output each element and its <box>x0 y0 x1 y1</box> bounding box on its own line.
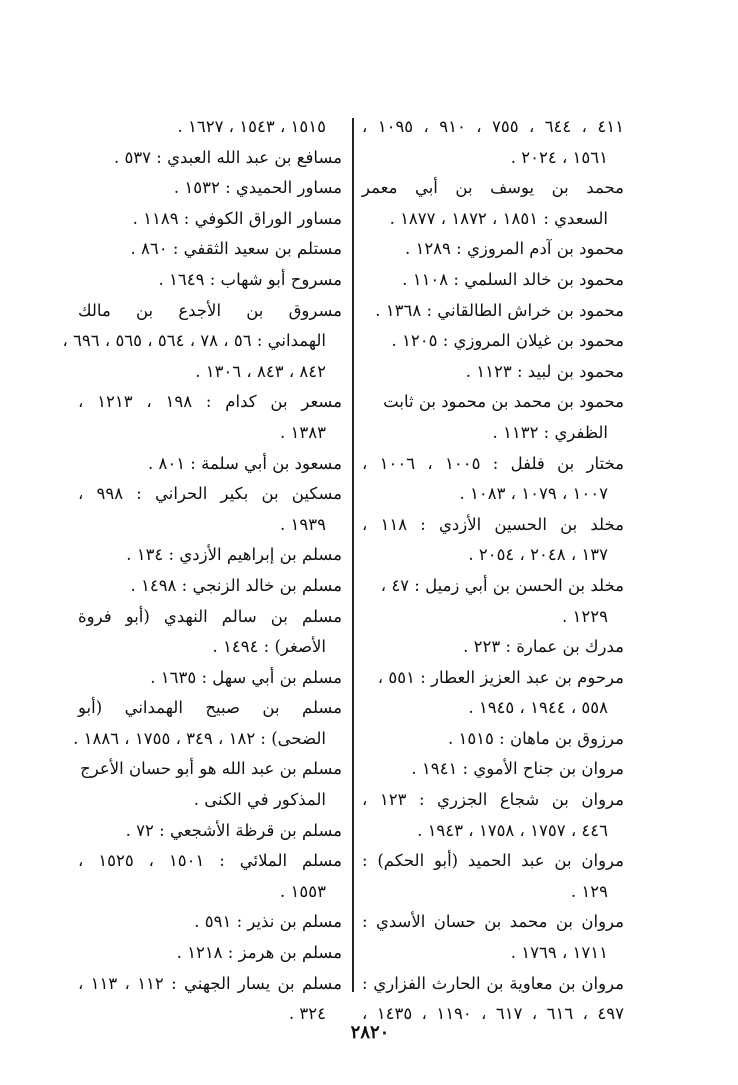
page-number: ٢٨٢٠ <box>350 1022 390 1043</box>
index-entry-line: ٨٤٢ ، ٨٤٣ ، ١٣٠٦ . <box>195 361 326 381</box>
index-entry-line: محمد بن يوسف بن أبي معمر <box>362 178 624 198</box>
index-entry-line: ١٩٣٩ . <box>280 514 326 534</box>
index-entry-line: مسلم بن صبيح الهمداني (أبو <box>78 698 342 718</box>
index-entry-line: مرحوم بن عبد العزيز العطار : ٥٥١ ، <box>377 667 624 687</box>
index-entry-line: مسروق بن الأجدع بن مالك <box>78 300 342 320</box>
index-entry-line: الظفري : ١١٣٢ . <box>492 422 608 442</box>
index-entry-line: ٥٥٨ ، ١٩٤٤ ، ١٩٤٥ . <box>468 698 608 718</box>
index-entry-line: ١٥٦١ ، ٢٠٢٤ . <box>510 147 608 167</box>
index-entry-line: مختار بن فلفل : ١٠٠٥ ، ١٠٠٦ ، <box>362 453 624 473</box>
index-entry-line: مسافع بن عبد الله العبدي : ٥٣٧ . <box>113 147 342 167</box>
index-entry-line: ١٣٨٣ . <box>280 422 326 442</box>
index-entry-line: مسلم بن سالم النهدي (أبو فروة <box>78 606 342 626</box>
index-entry-line: المذكور في الكنى . <box>193 790 326 810</box>
index-entry-line: مساور الحميدي : ١٥٣٢ . <box>173 178 342 198</box>
index-entry-line: ١٢٢٩ . <box>562 606 608 626</box>
index-entry-line: مسلم بن يسار الجهني : ١١٢ ، ١١٣ ، <box>78 973 342 993</box>
index-entry-line: مروان بن محمد بن حسان الأسدي : <box>362 912 624 932</box>
index-entry-line: مروان بن عبد الحميد (أبو الحكم) : <box>362 851 624 871</box>
index-entry-line: محمود بن خراش الطالقاني : ١٣٦٨ . <box>375 300 624 320</box>
index-entry-line: مخلد بن الحسين الأزدي : ١١٨ ، <box>362 514 624 534</box>
index-entry-line: مسلم بن أبي سهل : ١٦٣٥ . <box>150 667 342 687</box>
index-entry-line: محمود بن آدم المروزي : ١٢٨٩ . <box>404 239 624 259</box>
index-column-right <box>362 112 624 1030</box>
index-entry-line: مسلم الملائي : ١٥٠١ ، ١٥٢٥ ، <box>78 851 342 871</box>
index-entry-line: السعدي : ١٨٥١ ، ١٨٧٢ ، ١٨٧٧ . <box>389 208 608 228</box>
index-entry-line: مسلم بن خالد الزنجي : ١٤٩٨ . <box>130 575 342 595</box>
index-entry-line: ٤٤٦ ، ١٧٥٧ ، ١٧٥٨ ، ١٩٤٣ . <box>417 820 608 840</box>
index-entry-line: الضحى) : ١٨٢ ، ٣٤٩ ، ١٧٥٥ ، ١٨٨٦ . <box>73 728 326 748</box>
index-entry-line: ٣٢٤ . <box>288 1004 326 1024</box>
index-entry-line: الأصغر) : ١٤٩٤ . <box>212 637 326 657</box>
index-entry-line: محمود بن لبيد : ١١٢٣ . <box>465 361 624 381</box>
index-entry-line: مسكين بن بكير الحراني : ٩٩٨ ، <box>78 484 342 504</box>
index-entry-line: ١٥١٥ ، ١٥٤٣ ، ١٦٢٧ . <box>177 117 326 136</box>
index-entry-line: مدرك بن عمارة : ٢٢٣ . <box>463 637 624 657</box>
index-entry-line: ١٣٧ ، ٢٠٤٨ ، ٢٠٥٤ . <box>468 545 608 565</box>
index-entry-line: مسلم بن قرظة الأشجعي : ٧٢ . <box>125 820 342 840</box>
index-entry-line: محمود بن غيلان المروزي : ١٢٠٥ . <box>391 331 624 351</box>
index-entry-line: مروان بن معاوية بن الحارث الفزاري : <box>362 973 624 993</box>
index-entry-line: مسعر بن كدام : ١٩٨ ، ١٢١٣ ، <box>78 392 342 412</box>
index-entry-line: مرزوق بن ماهان : ١٥١٥ . <box>447 728 624 748</box>
index-entry-line: مخلد بن الحسن بن أبي زميل : ٤٧ ، <box>380 575 624 595</box>
index-entry-line: مسعود بن أبي سلمة : ٨٠١ . <box>147 453 342 473</box>
index-entry-line: مساور الوراق الكوفي : ١١٨٩ . <box>132 208 342 228</box>
index-entry-line: ١٠٠٧ ، ١٠٧٩ ، ١٠٨٣ . <box>459 484 608 504</box>
index-entry-line: ١٢٩ . <box>570 881 608 901</box>
index-entry-line: مسروح أبو شهاب : ١٦٤٩ . <box>158 269 342 289</box>
index-column-left <box>62 112 342 1030</box>
index-entry-line: مستلم بن سعيد الثقفي : ٨٦٠ . <box>130 239 342 259</box>
index-entry-line: مسلم بن إبراهيم الأزدي : ١٣٤ . <box>126 545 342 565</box>
index-entry-line: الهمداني : ٥٦ ، ٧٨ ، ٥٦٤ ، ٥٦٥ ، ٦٩٦ ، <box>62 331 326 351</box>
index-entry-line: ١٧١١ ، ١٧٦٩ . <box>510 943 608 963</box>
index-entry-line: ٤١١ ، ٦٤٤ ، ٧٥٥ ، ٩١٠ ، ١٠٩٥ ، <box>362 117 624 136</box>
index-entry-line: مروان بن شجاع الجزري : ١٢٣ ، <box>362 790 624 810</box>
index-entry-line: محمود بن محمد بن محمود بن ثابت <box>383 392 624 412</box>
index-entry-line: مسلم بن نذير : ٥٩١ . <box>194 912 342 932</box>
column-divider <box>352 118 354 992</box>
index-entry-line: مروان بن جناح الأموي : ١٩٤١ . <box>411 759 624 779</box>
index-entry-line: ١٥٥٣ . <box>280 881 326 901</box>
index-entry-line: مسلم بن هرمز : ١٢١٨ . <box>176 943 342 963</box>
index-entry-line: ٤٩٧ ، ٦١٦ ، ٦١٧ ، ١١٩٠ ، ١٤٣٥ ، <box>362 1004 624 1024</box>
index-entry-line: مسلم بن عبد الله هو أبو حسان الأعرج <box>80 759 342 779</box>
index-entry-line: محمود بن خالد السلمي : ١١٠٨ . <box>402 269 624 289</box>
